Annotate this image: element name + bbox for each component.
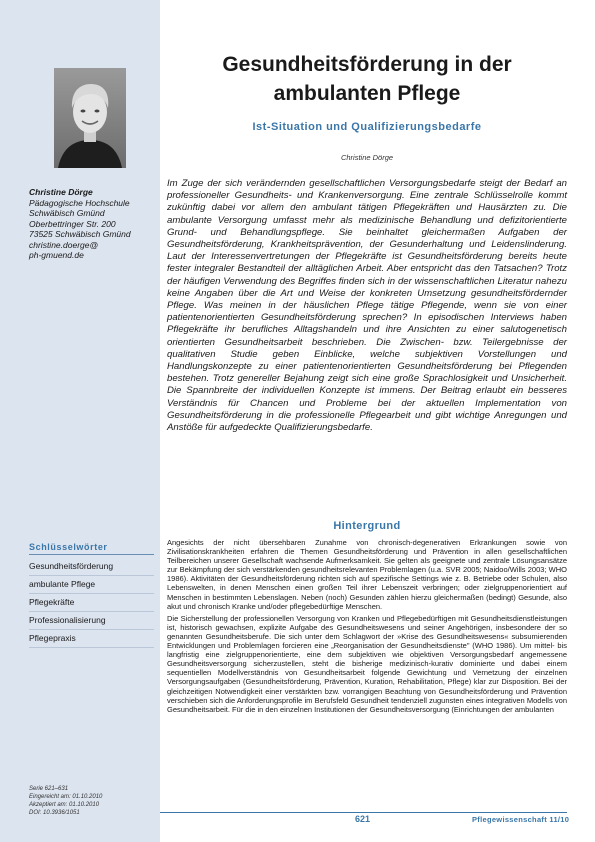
meta-line: Akzeptiert am: 01.10.2010 bbox=[29, 802, 100, 808]
portrait-image bbox=[54, 68, 126, 168]
keyword-item: Gesundheitsförderung bbox=[29, 558, 154, 576]
article-subtitle: Ist-Situation und Qualifizierungsbedarfe bbox=[252, 121, 482, 133]
abstract: Im Zuge der sich verändernden gesellschaftlichen Versorgungsbedarfe steigt der Bedarf an professioneller Gesundheits- und Krankenversorgung. Eine zentrale Schlüsselrolle kommt zukünftig dabei vor allem den ambulant tätigen Pflegekräften und Hausärzten zu. Die ambulante Versorgung umfasst mehr als medizinische Behandlung und defizitorientierte Grund- und Behandlungspflege. Sie beinhaltet gleichermaßen Aufgaben der Gesundheitsförderung, Krankheitsprävention, der Gesunderhaltung und Leidenslinderung. Laut der Interessenvertretungen der Pflegekräfte ist Gesundheitsförderung bereits heute fester integraler Bestandteil der alltäglichen Arbeit. Aber entspricht das den Tatsachen? Trotz der häufigen Verwendung des Begriffes finden sich in der wissenschaftlichen Literatur nahezu keine Angaben über die Art und Weise der konkreten Umsetzung gesundheitsfördernder Pflege. Was meinen in der häuslichen Pflege tätige Pflegende, wenn sie von einer patientenorientierten Gesundheitsförderung sprechen? In episodischen Interviews haben Pflegekräfte ihr berufliches Alltagshandeln und ihre Ansichten zu einer salutogenetisch orientierten Gesundheitsarbeit beschrieben. Die Zwischen- bzw. Teilergebnisse der qualitativen Studie geben Einblicke, welche subjektiven Vorstellungen und Handlungskonzepte zu einer patientenorientierten Gesundheitsförderung bei Pflegenden bestehen. Trotz genereller Bejahung zeigt sich eine große Sprachlosigkeit und Unsicherheit. Die Spannbreite der individuellen Konzepte ist immens. Der Beitrag erlaubt ein besseres Verständnis für Chancen und Probleme bei der aktuellen Implementation von Gesundheitsförderung in die professionelle Pflegearbeit und gibt wichtige Anregungen und Anstöße für aufgedeckte Qualifizierungsbedarfe. bbox=[167, 178, 567, 434]
author-portrait bbox=[54, 68, 126, 168]
keywords-title: Schlüsselwörter bbox=[29, 542, 154, 555]
affiliation-line: 73525 Schwäbisch Gmünd bbox=[29, 229, 131, 239]
affiliation-line: Schwäbisch Gmünd bbox=[29, 208, 105, 218]
keyword-item: Professionalisierung bbox=[29, 612, 154, 630]
keywords-box bbox=[29, 542, 154, 648]
keyword-item: Pflegepraxis bbox=[29, 630, 154, 648]
title-line-2: ambulanten Pflege bbox=[273, 82, 461, 105]
journal-reference: Pflegewissenschaft 11/10 bbox=[472, 815, 570, 824]
author-email[interactable]: christine.doerge@ bbox=[29, 239, 99, 250]
body-paragraph: Angesichts der nicht übersehbaren Zunahme von chronisch-degenerativen Erkrankungen sowie von Zivilisationskrankheiten erfahren die Themen Gesundheitsförderung und Prävention in allen gesellschaftlichen Teilbereichen unserer Gesellschaft wachsende Aufmerksamkeit. Sie gelten als geeignete und zentrale Lösungsansätze zur Bekämpfung der sich verstärkenden gesundheitsrelevanten Problemlagen (u.a. SVR 2005; Naidoo/Wills 2003; WHO 1986). Aktivitäten der Gesundheitsförderung richten sich auf spezifische Settings wie z. B. Betriebe oder Schulen, also Lebenswelten, in denen Menschen einen großen Teil ihrer Lebenszeit verbringen; oder zielgruppenorientiert auf Menschen in bestimmten Lebenslagen. Neben (noch) Gesunden zählen hierzu gleichermaßen (bedingt) Gesunde, also akut und chronisch Kranke und/oder pflegebedürftige Menschen. bbox=[167, 538, 567, 611]
author-name: Christine Dörge bbox=[29, 187, 93, 197]
title-line-1: Gesundheitsförderung in der bbox=[222, 53, 512, 76]
keyword-item: Pflegekräfte bbox=[29, 594, 154, 612]
section-heading: Hintergrund bbox=[333, 520, 401, 532]
footer-rule bbox=[160, 812, 567, 813]
affiliation-line: Oberbettringer Str. 200 bbox=[29, 218, 116, 229]
body-text bbox=[167, 538, 567, 820]
author-email[interactable]: ph-gmuend.de bbox=[29, 250, 84, 260]
article-title bbox=[167, 50, 567, 108]
body-paragraph: Die Sicherstellung der professionellen Versorgung von Kranken und Pflegebedürftigen mit Gesundheitsdienstleistungen ist, historisch gewachsen, explizite Aufgabe des Gesundheitswesens und seiner Angehörigen, insbesondere der so genannten Gesundheitsberufe. Die sich unter dem Schlagwort der »Krise des Gesundheitswesens« subsumierenden Entwicklungen und Problemlagen forcieren eine „Reorganisation der Gesundheitsdienste" (WHO 1986). Um mittel- bis langfristig eine zielgruppenorientierte, eine dem subjektiven wie objektiven Versorgungsbedarf angemessene Gesundheitsversorgung sicherzustellen, steht die bisherige medizinisch-kurativ dominierte und dabei einem sequentiellen Modellverständnis von Gesundheitsarbeit folgende Gewichtung und Vernetzung der einzelnen Versorgungsaufgaben (Gesundheitsförderung, Prävention, Kuration, Rehabilitation, Pflege) klar zur Disposition. Bei der gleichzeitigen Notwendigkeit einer verstärkten bzw. vorrangigen Beachtung von Gesundheitsförderung und Prävention verschieben sich die Anforderungsprofile im Berufsfeld Gesundheit tendenziell zugunsten eines integrativen Modells von Gesundheitsarbeit. Für die in den einzelnen Institutionen der Gesundheitsversorgung (Einrichtungen der ambulanten bbox=[167, 613, 567, 714]
meta-line: DOI: 10.3936/1051 bbox=[29, 810, 80, 816]
submission-meta bbox=[29, 785, 157, 817]
page-number: 621 bbox=[355, 814, 371, 824]
article-byline: Christine Dörge bbox=[340, 153, 394, 162]
keyword-item: ambulante Pflege bbox=[29, 576, 154, 594]
meta-line: Eingereicht am: 01.10.2010 bbox=[29, 794, 103, 800]
meta-line: Serie 621–631 bbox=[29, 786, 69, 792]
affiliation-line: Pädagogische Hochschule bbox=[29, 197, 130, 208]
author-info bbox=[29, 187, 157, 261]
